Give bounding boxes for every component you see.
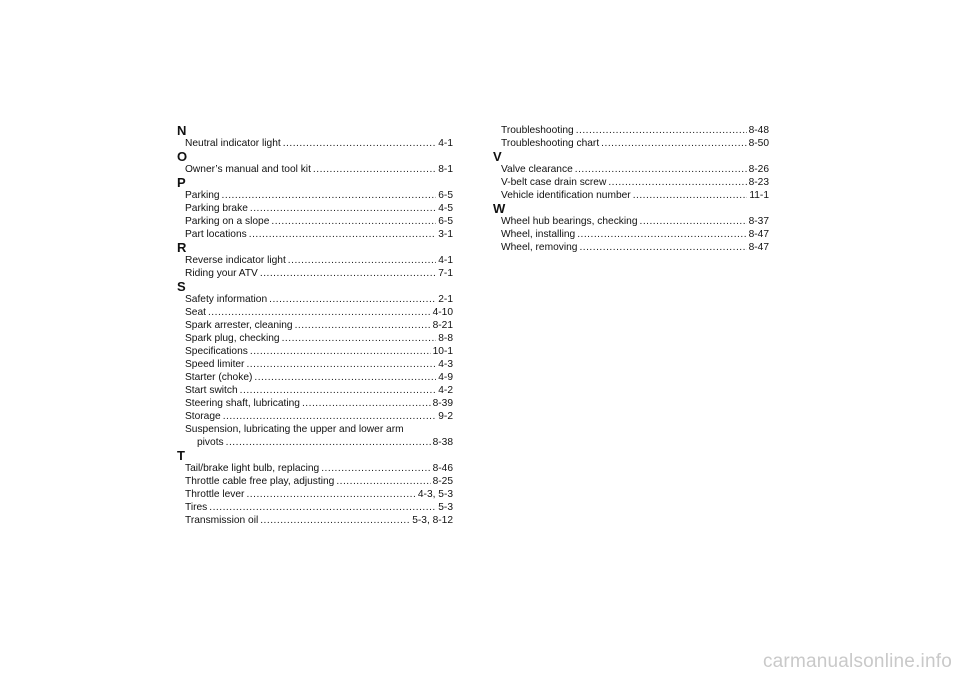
- index-entry-label: Storage: [185, 411, 221, 422]
- index-entry: [185, 163, 453, 176]
- dot-leader: [209, 501, 436, 514]
- index-entry: [185, 202, 453, 215]
- index-entry-label: Transmission oil: [185, 515, 259, 526]
- index-entry: [185, 462, 453, 475]
- index-entry-label: Wheel hub bearings, checking: [501, 216, 638, 227]
- index-entry-label: Throttle lever: [185, 489, 245, 500]
- dot-leader: [579, 241, 746, 254]
- index-entry-label: Valve clearance: [501, 164, 573, 175]
- index-entry: [185, 410, 453, 423]
- dot-leader: [639, 215, 746, 228]
- index-entry: [185, 475, 453, 488]
- index-letter-heading: R: [177, 240, 187, 255]
- index-entry-page: 6-5: [438, 216, 453, 227]
- index-entry: [501, 228, 769, 241]
- dot-leader: [250, 345, 431, 358]
- index-entry-page: 3-1: [438, 229, 453, 240]
- index-entry: [185, 267, 453, 280]
- dot-leader: [223, 410, 437, 423]
- dot-leader: [577, 228, 746, 241]
- index-entry-page: 4-1: [438, 138, 453, 149]
- index-entry-label: Troubleshooting: [501, 125, 574, 136]
- index-entry: [185, 254, 453, 267]
- index-entry-label: Parking: [185, 190, 220, 201]
- index-entry-label: Starter (choke): [185, 372, 253, 383]
- index-entry-label: Parking brake: [185, 203, 248, 214]
- index-entry: [185, 228, 453, 241]
- index-entry-label: Wheel, installing: [501, 229, 576, 240]
- dot-leader: [208, 306, 431, 319]
- index-letter-heading: V: [493, 149, 502, 164]
- dot-leader: [288, 254, 436, 267]
- index-entry: [185, 189, 453, 202]
- dot-leader: [575, 163, 747, 176]
- index-letter-heading: W: [493, 201, 506, 216]
- index-entry-page: 4-3, 5-3: [417, 489, 453, 500]
- dot-leader: [283, 137, 437, 150]
- index-entry-label: Steering shaft, lubricating: [185, 398, 300, 409]
- index-entry-label: Seat: [185, 307, 206, 318]
- index-entry-page: 8-47: [748, 229, 769, 240]
- index-entry-page: 4-10: [432, 307, 453, 318]
- index-entry-page: 8-1: [438, 164, 453, 175]
- index-entry-page: 8-48: [748, 125, 769, 136]
- dot-leader: [246, 488, 415, 501]
- dot-leader: [240, 384, 437, 397]
- index-entry: [501, 137, 769, 150]
- index-entry: [185, 319, 453, 332]
- index-entry-label: Riding your ATV: [185, 268, 258, 279]
- index-entry: [185, 293, 453, 306]
- index-letter-heading: T: [177, 448, 185, 463]
- index-entry-page: 11-1: [749, 190, 769, 201]
- index-entry: [185, 514, 453, 527]
- dot-leader: [271, 215, 436, 228]
- index-entry: [501, 176, 769, 189]
- index-column-left: [177, 124, 453, 527]
- dot-leader: [249, 228, 437, 241]
- dot-leader: [282, 332, 437, 345]
- dot-leader: [222, 189, 437, 202]
- index-entry-page: 8-38: [432, 437, 453, 448]
- index-entry: [501, 189, 769, 202]
- dot-leader: [246, 358, 436, 371]
- dot-leader: [302, 397, 431, 410]
- index-entry-page: 4-3: [438, 359, 453, 370]
- index-entry: [501, 215, 769, 228]
- index-column-right: [493, 124, 769, 254]
- index-entry-label: Reverse indicator light: [185, 255, 286, 266]
- index-entry-label: Tires: [185, 502, 208, 513]
- index-entry-label: Owner’s manual and tool kit: [185, 164, 311, 175]
- index-entry-label: Wheel, removing: [501, 242, 578, 253]
- index-entry-label: Tail/brake light bulb, replacing: [185, 463, 320, 474]
- index-entry: [185, 384, 453, 397]
- dot-leader: [250, 202, 436, 215]
- dot-leader: [601, 137, 746, 150]
- index-entry-label: Safety information: [185, 294, 268, 305]
- dot-leader: [608, 176, 746, 189]
- index-entry-page: 7-1: [438, 268, 453, 279]
- index-entry: [185, 397, 453, 410]
- index-entry-label-line: Suspension, lubricating the upper and lower arm: [185, 424, 404, 435]
- index-entry-label: Speed limiter: [185, 359, 245, 370]
- index-entry: [501, 241, 769, 254]
- dot-leader: [321, 462, 430, 475]
- index-entry: [185, 137, 453, 150]
- index-letter-heading: N: [177, 123, 187, 138]
- index-entry-page: 8-23: [748, 177, 769, 188]
- index-entry: [185, 215, 453, 228]
- index-entry-page: 4-1: [438, 255, 453, 266]
- dot-leader: [260, 267, 436, 280]
- index-entry-page: 2-1: [438, 294, 453, 305]
- dot-leader: [336, 475, 430, 488]
- index-entry-page: 10-1: [432, 346, 453, 357]
- index-entry-label: Spark arrester, cleaning: [185, 320, 293, 331]
- dot-leader: [576, 124, 747, 137]
- index-entry: [501, 124, 769, 137]
- index-entry-page: 5-3: [438, 502, 453, 513]
- dot-leader: [313, 163, 436, 176]
- index-letter-heading: O: [177, 149, 188, 164]
- dot-leader: [295, 319, 431, 332]
- index-entry-page: 4-9: [438, 372, 453, 383]
- dot-leader: [254, 371, 436, 384]
- index-entry-page: 8-47: [748, 242, 769, 253]
- index-entry-page: 6-5: [438, 190, 453, 201]
- index-entry-page: 9-2: [438, 411, 453, 422]
- index-entry-page: 8-26: [748, 164, 769, 175]
- index-entry-label: Part locations: [185, 229, 247, 240]
- index-letter-heading: P: [177, 175, 186, 190]
- index-entry-page: 8-50: [748, 138, 769, 149]
- index-entry: [197, 436, 453, 449]
- index-entry-page: 4-5: [438, 203, 453, 214]
- index-entry-page: 8-46: [432, 463, 453, 474]
- dot-leader: [226, 436, 431, 449]
- index-entry-label: Start switch: [185, 385, 238, 396]
- index-entry-label: Parking on a slope: [185, 216, 270, 227]
- dot-leader: [633, 189, 748, 202]
- index-entry-label: Spark plug, checking: [185, 333, 280, 344]
- dot-leader: [269, 293, 436, 306]
- index-entry: [185, 332, 453, 345]
- index-letter-heading: S: [177, 279, 186, 294]
- index-entry: [185, 488, 453, 501]
- index-entry-label: Specifications: [185, 346, 248, 357]
- index-entry-page: 8-25: [432, 476, 453, 487]
- index-entry: [185, 358, 453, 371]
- index-entry: [185, 306, 453, 319]
- index-entry: [185, 501, 453, 514]
- index-entry-label: Troubleshooting chart: [501, 138, 600, 149]
- index-entry-page: 4-2: [438, 385, 453, 396]
- index-entry-label: Neutral indicator light: [185, 138, 281, 149]
- index-entry: [185, 371, 453, 384]
- index-entry-page: 8-37: [748, 216, 769, 227]
- index-entry-page: 8-39: [432, 398, 453, 409]
- index-entry: [501, 163, 769, 176]
- index-entry-label: Vehicle identification number: [501, 190, 631, 201]
- dot-leader: [260, 514, 410, 527]
- index-entry-label: pivots: [197, 437, 224, 448]
- index-entry-label: Throttle cable free play, adjusting: [185, 476, 335, 487]
- index-entry-page: 8-8: [438, 333, 453, 344]
- watermark-text: carmanualsonline.info: [762, 651, 952, 672]
- index-entry-page: 5-3, 8-12: [412, 515, 453, 526]
- index-entry-label: V-belt case drain screw: [501, 177, 607, 188]
- index-entry-page: 8-21: [432, 320, 453, 331]
- index-entry: [185, 345, 453, 358]
